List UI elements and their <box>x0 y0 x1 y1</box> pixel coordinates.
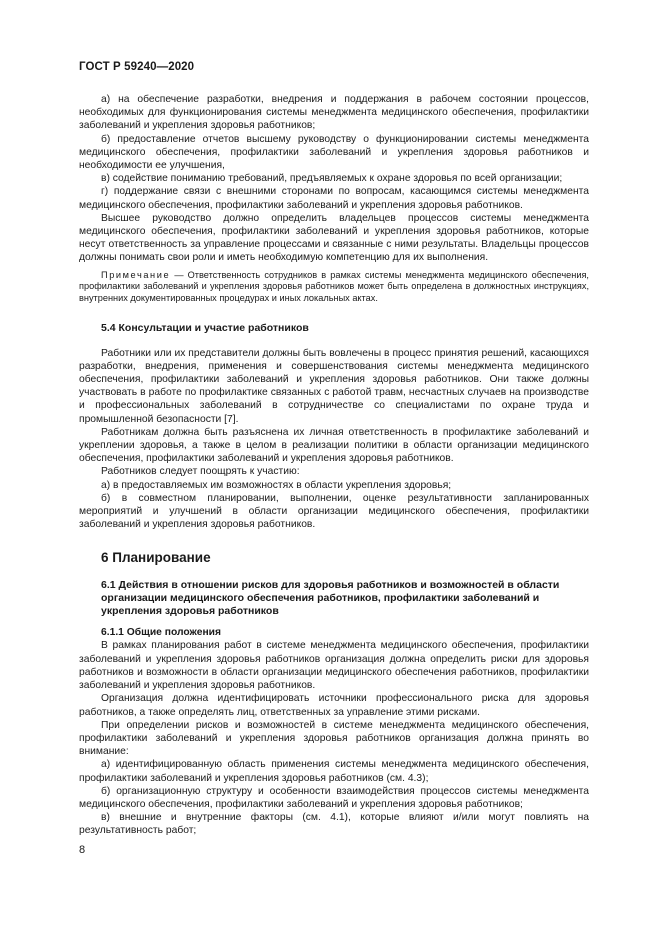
section-6-1-1-title: 6.1.1 Общие положения <box>101 627 221 639</box>
paragraph: Работники или их представители должны быть вовлечены в процесс принятия решений, касающихся разработки, внедрения, применения и совершенствования системы менеджмента медицинского обеспечения, профилактики заболеваний и укрепления здоровья работников. Они также должны участвовать в работе по профилактике связанных с работой травм, несчастных случаев на производстве и профессиональных заболеваний в сотрудничестве со специалистами по охране труда и промышленной безопасности [7]. <box>79 347 589 425</box>
list-item-b: б) предоставление отчетов высшему руководству о функционировании системы менеджмента медицинского обеспечения, профилактики заболеваний и укрепления здоровья работников и необходимости ее улучшения, <box>79 133 589 172</box>
section-5-4-title: 5.4 Консультации и участие работников <box>101 322 309 335</box>
list-item-a: а) на обеспечение разработки, внедрения и поддержания в рабочем состоянии процессов, необходимых для функционирования системы менеджмента медицинского обеспечения, профилактики заболеваний и укрепления здоровья работников; <box>79 94 589 132</box>
page-number: 8 <box>79 844 86 856</box>
section-6-title: 6 Планирование <box>101 550 211 566</box>
list-item-d: г) поддержание связи с внешними сторонами по вопросам, касающимся системы менеджмента медицинского обеспечения, профилактики заболеваний и укрепления здоровья работников. <box>79 186 589 211</box>
note-label: Примечание <box>101 269 171 280</box>
paragraph: При определении рисков и возможностей в системе менеджмента медицинского обеспечения, профилактики заболеваний и укрепления здоровья работников организация должна принять во внимание: <box>79 719 589 758</box>
note <box>79 270 589 305</box>
list-item: а) в предоставляемых им возможностях в области укрепления здоровья; <box>101 479 452 491</box>
document-code-header: ГОСТ Р 59240—2020 <box>79 61 195 73</box>
list-item-c: в) содействие пониманию требований, предъявляемых к охране здоровья по всей организации; <box>101 173 563 185</box>
list-item: б) организационную структуру и особенности взаимодействия процессов системы менеджмента медицинского обеспечения, профилактики заболеваний и укрепления здоровья работников; <box>79 785 589 810</box>
list-item: б) в совместном планировании, выполнении, оценке результативности запланированных мероприятий и улучшений в области организации медицинского обеспечения, профилактики заболеваний и укрепления здоровья работников. <box>79 492 589 531</box>
list-item: в) внешние и внутренние факторы (см. 4.1), которые влияют и/или могут повлиять на результативность работ; <box>79 812 589 837</box>
paragraph: Организация должна идентифицировать источники профессионального риска для здоровья работников, а также определять лиц, ответственных за управление этими рисками. <box>79 693 589 718</box>
paragraph: Работникам должна быть разъяснена их личная ответственность в профилактике заболеваний и укреплении здоровья, а также в целом в реализации политики в области организации медицинского обеспечения, профилактики заболеваний и укрепления здоровья работников. <box>79 426 589 465</box>
section-6-1-title: 6.1 Действия в отношении рисков для здоровья работников и возможностей в области организации медицинского обеспечения работников, профилактики заболеваний и укрепления здоровья работников <box>101 578 560 618</box>
note-text: — Ответственность сотрудников в рамках системы менеджмента медицинского обеспечения, профилактики заболеваний и укрепления здоровья работников может быть определена в должностных инструкциях, внутренних документированных процедурах и иных локальных актах. <box>79 269 589 303</box>
paragraph: Работников следует поощрять к участию: <box>101 466 300 478</box>
paragraph-process-owners: Высшее руководство должно определить владельцев процессов системы менеджмента медицинского обеспечения, профилактики заболеваний и укрепления здоровья работников, которые несут ответственность за управление процессами и связанные с ними результаты. Владельцы процессов должны понимать свои роли и иметь необходимую компетенцию для их выполнения. <box>79 212 589 264</box>
list-item: а) идентифицированную область применения системы менеджмента медицинского обеспечения, профилактики заболеваний и укрепления здоровья работников (см. 4.3); <box>79 759 589 784</box>
document-body <box>79 93 589 838</box>
paragraph: В рамках планирования работ в системе менеджмента медицинского обеспечения, профилактики заболеваний и укрепления здоровья работников организация должна определить риски для здоровья работников и возможности в области организации медицинского обеспечения работников, профилактики заболеваний и укрепления здоровья работников. <box>79 640 589 692</box>
